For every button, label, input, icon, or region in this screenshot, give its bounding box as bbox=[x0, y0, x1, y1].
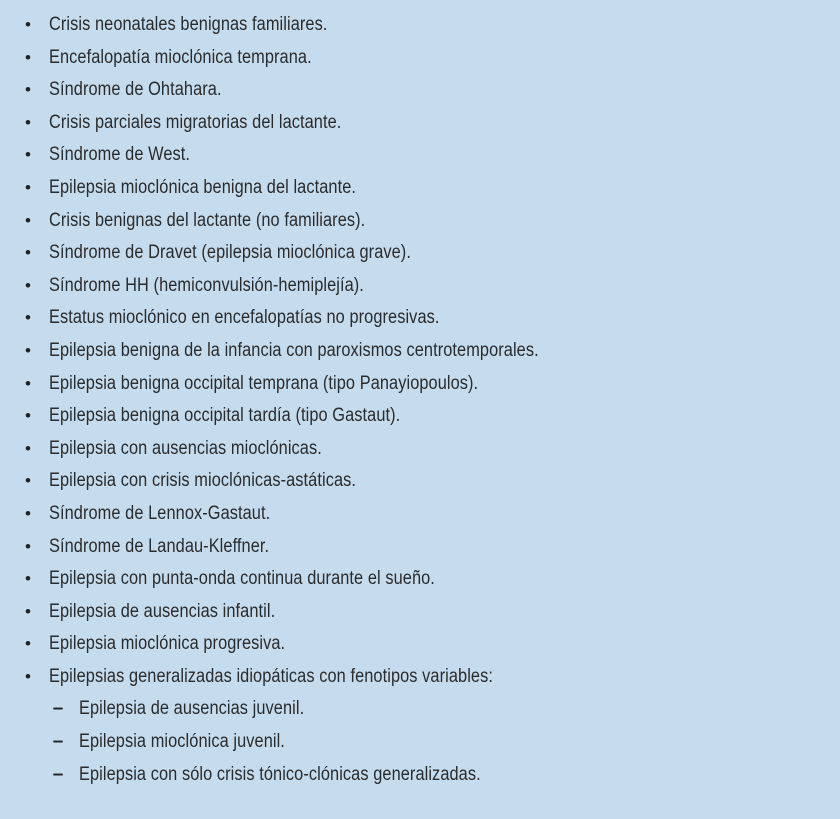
list-item bbox=[0, 400, 840, 433]
bullet-icon: • bbox=[25, 373, 31, 393]
bullet-icon: • bbox=[25, 112, 31, 132]
sub-list-item bbox=[0, 693, 840, 726]
dash-icon: – bbox=[52, 731, 64, 753]
bullet-icon: • bbox=[25, 438, 31, 458]
bullet-icon: • bbox=[25, 177, 31, 197]
list-item-text: Síndrome de Lennox-Gastaut. bbox=[49, 502, 271, 524]
list-item bbox=[0, 596, 840, 629]
list-item-text: Epilepsia mioclónica progresiva. bbox=[49, 633, 286, 655]
list-item-text: Crisis benignas del lactante (no familiares). bbox=[49, 209, 366, 231]
list-item bbox=[0, 237, 840, 270]
list-item bbox=[0, 335, 840, 368]
list-item bbox=[0, 172, 840, 205]
list-item bbox=[0, 628, 840, 661]
list-item bbox=[0, 531, 840, 564]
bullet-icon: • bbox=[25, 243, 31, 263]
bullet-icon: • bbox=[25, 406, 31, 426]
list-item bbox=[0, 9, 840, 42]
list-item-text: Síndrome de Dravet (epilepsia mioclónica grave). bbox=[49, 242, 411, 264]
dash-icon: – bbox=[52, 698, 64, 720]
list-item-text: Epilepsia con crisis mioclónicas-astáticas. bbox=[49, 470, 357, 492]
list-item-text: Síndrome HH (hemiconvulsión-hemiplejía). bbox=[49, 274, 364, 296]
bullet-icon: • bbox=[25, 634, 31, 654]
list-item-text: Epilepsias generalizadas idiopáticas con fenotipos variables: bbox=[49, 665, 493, 687]
list-item-text: Epilepsia benigna occipital tardía (tipo Gastaut). bbox=[49, 405, 401, 427]
list-item-text: Epilepsia con punta-onda continua durante el sueño. bbox=[49, 568, 435, 590]
sub-list-item-text: Epilepsia de ausencias juvenil. bbox=[79, 698, 305, 720]
sub-list-item bbox=[0, 759, 840, 792]
list-item bbox=[0, 661, 840, 694]
dash-icon: – bbox=[52, 763, 64, 785]
sub-list bbox=[0, 693, 840, 791]
list-item-text: Encefalopatía mioclónica temprana. bbox=[49, 46, 312, 68]
list-item-text: Estatus mioclónico en encefalopatías no progresivas. bbox=[49, 307, 440, 329]
sub-list-item-text: Epilepsia mioclónica juvenil. bbox=[79, 731, 285, 753]
bullet-icon: • bbox=[25, 80, 31, 100]
bullet-icon: • bbox=[25, 503, 31, 523]
bullet-icon: • bbox=[25, 601, 31, 621]
bullet-icon: • bbox=[25, 308, 31, 328]
bullet-icon: • bbox=[25, 569, 31, 589]
bullet-icon: • bbox=[25, 47, 31, 67]
list-item-text: Epilepsia con ausencias mioclónicas. bbox=[49, 437, 322, 459]
bullet-icon: • bbox=[25, 536, 31, 556]
list-item bbox=[0, 74, 840, 107]
list-item bbox=[0, 42, 840, 75]
list-item bbox=[0, 302, 840, 335]
list-item bbox=[0, 139, 840, 172]
list-item-text: Crisis neonatales benignas familiares. bbox=[49, 14, 328, 35]
list-item bbox=[0, 205, 840, 238]
list-item bbox=[0, 433, 840, 466]
bullet-icon: • bbox=[25, 275, 31, 295]
bullet-icon: • bbox=[25, 666, 31, 686]
sub-list-item bbox=[0, 726, 840, 759]
list-item bbox=[0, 465, 840, 498]
list-item-text: Crisis parciales migratorias del lactante. bbox=[49, 111, 342, 133]
bullet-icon: • bbox=[25, 471, 31, 491]
bullet-icon: • bbox=[25, 340, 31, 360]
list-item-text: Epilepsia de ausencias infantil. bbox=[49, 600, 276, 622]
list-item bbox=[0, 107, 840, 140]
list-item-text: Síndrome de Ohtahara. bbox=[49, 79, 222, 101]
list-item-text: Epilepsia benigna occipital temprana (tipo Panayiopoulos). bbox=[49, 372, 479, 394]
list-item-text: Epilepsia mioclónica benigna del lactante. bbox=[49, 176, 357, 198]
bullet-icon: • bbox=[25, 210, 31, 230]
sub-list-item-text: Epilepsia con sólo crisis tónico-clónicas generalizadas. bbox=[79, 763, 481, 785]
list-item bbox=[0, 270, 840, 303]
syndrome-list bbox=[0, 9, 840, 693]
list-item bbox=[0, 498, 840, 531]
list-item-text: Epilepsia benigna de la infancia con paroxismos centrotemporales. bbox=[49, 339, 539, 361]
list-item bbox=[0, 563, 840, 596]
bullet-icon: • bbox=[25, 15, 31, 34]
list-item bbox=[0, 368, 840, 401]
list-item-text: Síndrome de West. bbox=[49, 144, 191, 166]
list-item-text: Síndrome de Landau-Kleffner. bbox=[49, 535, 270, 557]
bullet-icon: • bbox=[25, 145, 31, 165]
